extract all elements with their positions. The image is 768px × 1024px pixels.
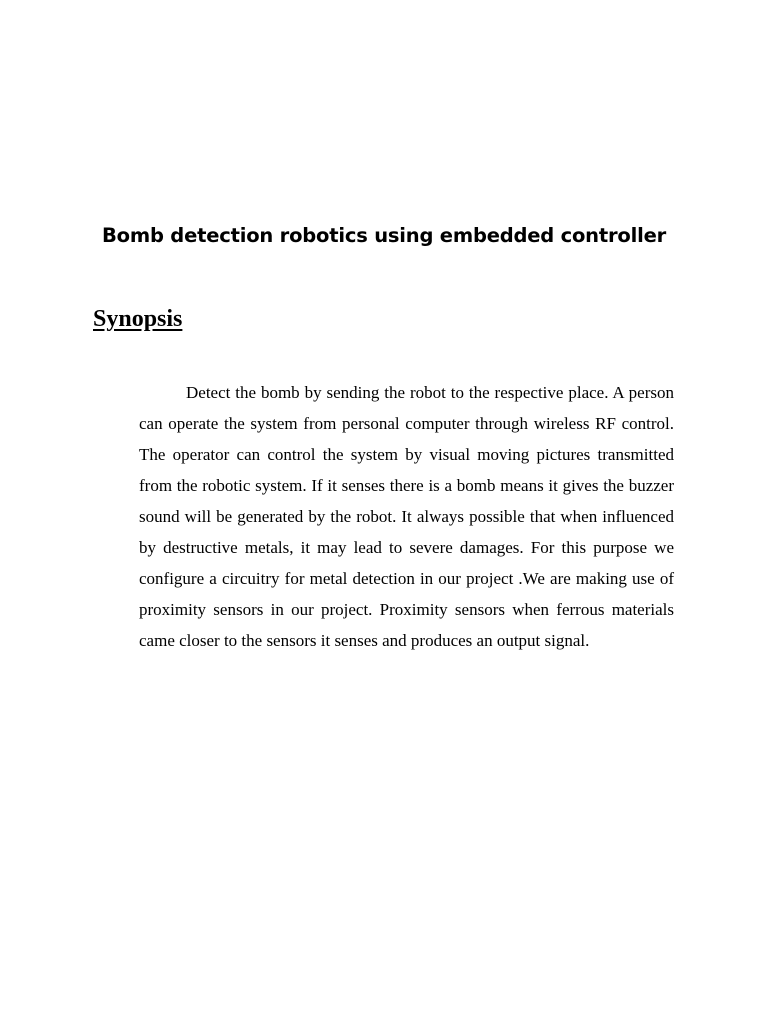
section-heading-synopsis: Synopsis: [93, 306, 183, 332]
synopsis-paragraph: Detect the bomb by sending the robot to the respective place. A person can operate the system from personal computer through wireless RF control. The operator can control the system by visual moving pictures transmitted from the robotic system. If it senses there is a bomb means it gives the buzzer sound will be generated by the robot. It always possible that when influenced by destructive metals, it may lead to severe damages. For this purpose we configure a circuitry for metal detection in our project .We are making use of proximity sensors in our project. Proximity sensors when ferrous materials came closer to the sensors it senses and produces an output signal.: [139, 383, 674, 650]
document-title: Bomb detection robotics using embedded controller: [101, 224, 667, 247]
